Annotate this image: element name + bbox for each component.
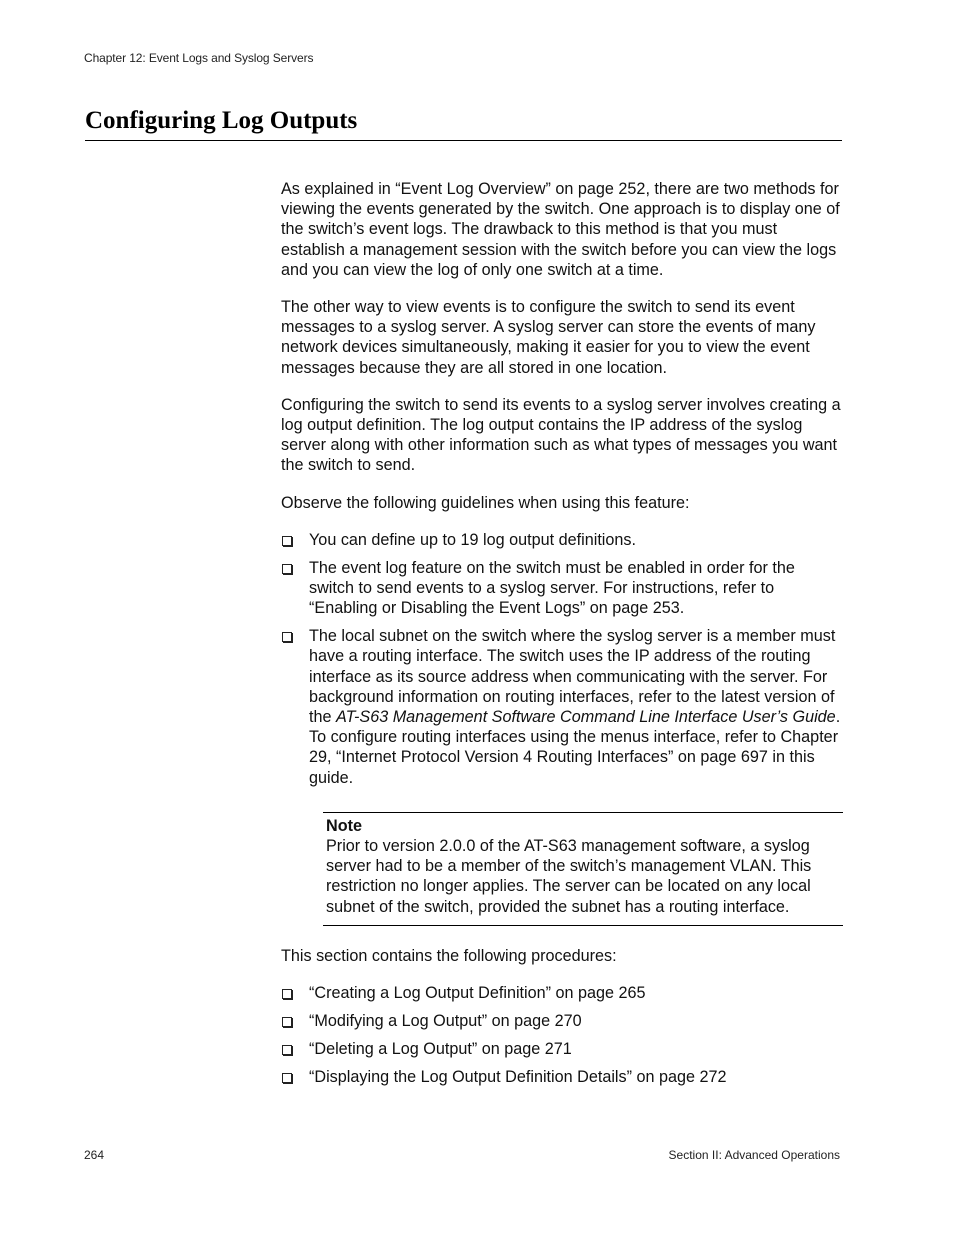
list-item bbox=[281, 1011, 843, 1031]
list-item-text-start: The local subnet on the switch where the syslog server is a member must have a routing interface. The switch uses the IP address of the routing interface as its source address when communicating with the server. For background information on routing interfaces, refer to the latest version of the bbox=[309, 627, 836, 727]
list-item bbox=[281, 983, 843, 1003]
note-box bbox=[323, 812, 843, 926]
list-item bbox=[281, 530, 843, 550]
list-item-text: The event log feature on the switch must be enabled in order for the switch to send events to a syslog server. For instructions, refer to “Enabling or Disabling the Event Logs” on page 253. bbox=[309, 558, 795, 618]
procedure-link[interactable]: “Displaying the Log Output Definition Details” on page 272 bbox=[309, 1068, 727, 1087]
list-item bbox=[281, 558, 843, 619]
procedures-intro: This section contains the following procedures: bbox=[281, 946, 617, 965]
procedures-list bbox=[281, 983, 843, 1087]
procedure-link[interactable]: “Creating a Log Output Definition” on page 265 bbox=[309, 984, 646, 1003]
running-head: Chapter 12: Event Logs and Syslog Servers bbox=[84, 51, 314, 65]
paragraph-3: Configuring the switch to send its events to a syslog server involves creating a log output definition. The log output contains the IP address of the syslog server along with other information such as what types of messages you want the switch to send. bbox=[281, 395, 841, 475]
procedure-link[interactable]: “Deleting a Log Output” on page 271 bbox=[309, 1040, 572, 1059]
paragraph-2: The other way to view events is to configure the switch to send its event messages to a syslog server. A syslog server can store the events of many network devices simultaneously, making it easier for you to view the event messages because they are all stored in one location. bbox=[281, 298, 816, 377]
checkbox-bullet-icon bbox=[282, 536, 292, 546]
list-item-text: You can define up to 19 log output definitions. bbox=[309, 530, 637, 549]
checkbox-bullet-icon bbox=[282, 989, 292, 999]
procedure-link[interactable]: “Modifying a Log Output” on page 270 bbox=[309, 1012, 582, 1031]
list-item-text-end: . To configure routing interfaces using the menus interface, refer to Chapter 29, “Internet Protocol Version 4 Routing Interfaces” on page 697 in this guide. bbox=[309, 708, 841, 787]
note-text: Prior to version 2.0.0 of the AT-S63 management software, a syslog server had to be a member of the switch’s management VLAN. This restriction no longer applies. The server can be located on any local subnet of the switch, provided the subnet has a routing interface. bbox=[326, 837, 812, 916]
checkbox-bullet-icon bbox=[282, 1017, 292, 1027]
guide-title: AT-S63 Management Software Command Line Interface User’s Guide bbox=[336, 708, 836, 727]
list-item bbox=[281, 1039, 843, 1059]
paragraph-1: As explained in “Event Log Overview” on page 252, there are two methods for viewing the events generated by the switch. One approach is to display one of the switch’s event logs. The drawback to this method is that you must establish a management session with the switch before you can view the logs and you can view the log of only one switch at a time. bbox=[281, 180, 840, 279]
checkbox-bullet-icon bbox=[282, 1045, 292, 1055]
checkbox-bullet-icon bbox=[282, 632, 292, 642]
body-text bbox=[281, 179, 843, 1095]
footer-section: Section II: Advanced Operations bbox=[668, 1148, 840, 1162]
note-label: Note bbox=[326, 816, 362, 835]
guidelines-list bbox=[281, 530, 843, 788]
list-item bbox=[281, 626, 843, 788]
page-title: Configuring Log Outputs bbox=[85, 106, 842, 141]
checkbox-bullet-icon bbox=[282, 1073, 292, 1083]
list-item bbox=[281, 1067, 843, 1087]
checkbox-bullet-icon bbox=[282, 564, 292, 574]
paragraph-4: Observe the following guidelines when using this feature: bbox=[281, 493, 690, 512]
page-number: 264 bbox=[84, 1148, 105, 1162]
